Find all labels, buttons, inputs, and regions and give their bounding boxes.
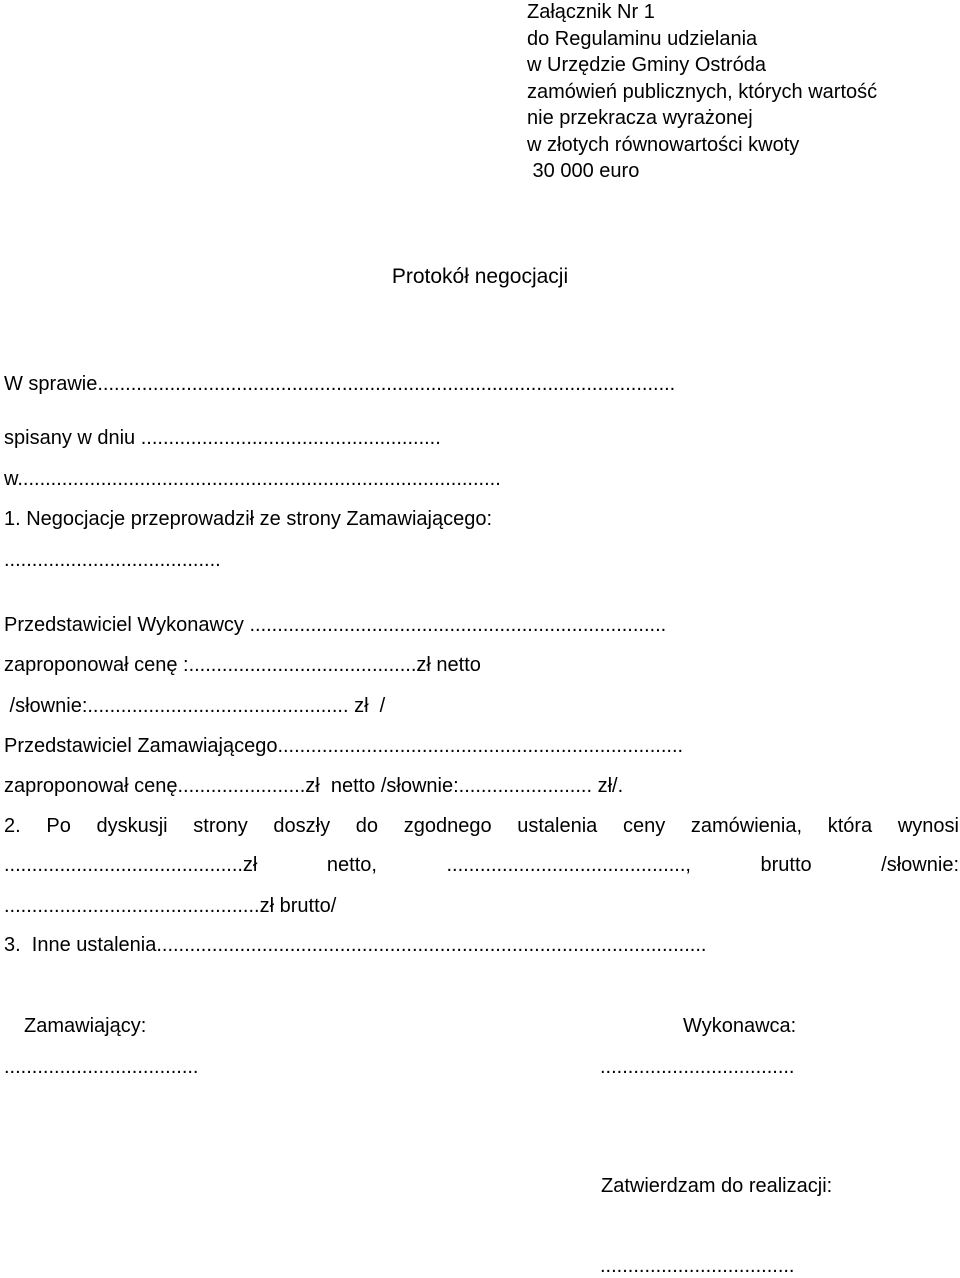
place-field: w....................................................................................... — [4, 468, 501, 490]
point-2-line: ...........................................zł netto, ..........................................., brutto /słownie: — [4, 854, 959, 876]
point-2-line: ..............................................zł brutto/ — [4, 895, 337, 917]
wykonawca-signature-label: Wykonawca: — [683, 1015, 797, 1037]
wykonawca-signature-line: ................................... — [600, 1056, 795, 1078]
zamawiajacy-signature-label: Zamawiający: — [24, 1015, 147, 1037]
wykonawca-price-field: zaproponował cenę :.........................................zł netto — [4, 654, 481, 676]
point-3-field: 3. Inne ustalenia................................................................................................... — [4, 934, 707, 956]
zamawiajacy-price-field: zaproponował cenę.......................zł netto /słownie:........................ zł/. — [4, 775, 624, 797]
attachment-note-line: zamówień publicznych, których wartość — [527, 80, 878, 103]
point-1-heading: 1. Negocjacje przeprowadził ze strony Zamawiającego: — [4, 508, 493, 530]
wykonawca-representative-field: Przedstawiciel Wykonawcy ........................................................................... — [4, 614, 667, 636]
attachment-note-line: 30 000 euro — [527, 160, 640, 182]
w-sprawie-field: W sprawie........................................................................................................ — [4, 373, 676, 395]
spisany-field: spisany w dniu ...................................................... — [4, 427, 441, 449]
attachment-note-line: Załącznik Nr 1 — [527, 1, 655, 23]
attachment-note-line: w złotych równowartości kwoty — [527, 133, 800, 156]
approval-signature-line: ................................... — [600, 1255, 795, 1277]
wykonawca-words-field: /słownie:............................................... zł / — [4, 695, 386, 717]
attachment-note-line: w Urzędzie Gminy Ostróda — [527, 54, 766, 76]
document-title: Protokół negocjacji — [391, 265, 569, 288]
attachment-note — [527, 0, 877, 186]
attachment-note-line: nie przekracza wyrażonej — [527, 107, 753, 129]
zamawiajacy-signature-line: ................................... — [4, 1056, 199, 1078]
point-2-line: 2. Po dyskusji strony doszły do zgodnego ustalenia ceny zamówienia, która wynosi — [4, 815, 959, 837]
point-1-dots: ....................................... — [4, 549, 221, 571]
zamawiajacy-representative-field: Przedstawiciel Zamawiającego......................................................................... — [4, 735, 684, 757]
attachment-note-line: do Regulaminu udzielania — [527, 27, 758, 50]
approval-label: Zatwierdzam do realizacji: — [601, 1175, 833, 1197]
